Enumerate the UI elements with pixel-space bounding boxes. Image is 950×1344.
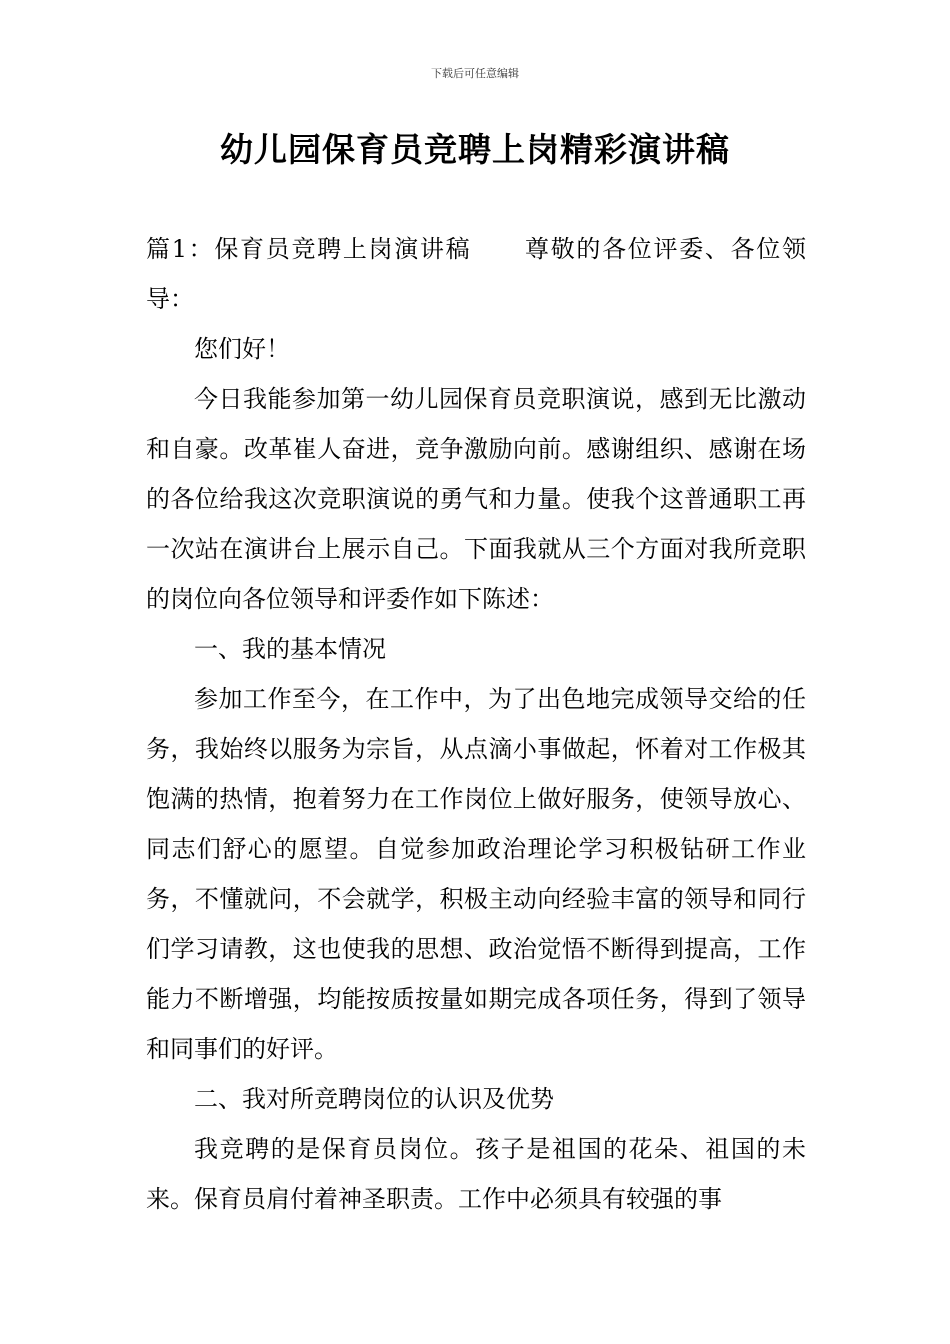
greeting-paragraph: 您们好！	[194, 335, 290, 363]
section-heading-understanding: 二、我对所竞聘岗位的认识及优势	[194, 1085, 554, 1113]
section-heading-basic-info: 一、我的基本情况	[194, 635, 386, 663]
understanding-paragraph: 我竞聘的是保育员岗位。孩子是祖国的花朵、祖国的未来。保育员肩付着神圣职责。工作中必须具有较强的事	[146, 1135, 806, 1213]
article-heading: 篇1：保育员竞聘上岗演讲稿	[146, 235, 472, 263]
document-body	[146, 224, 806, 1224]
intro-paragraph: 今日我能参加第一幼儿园保育员竞职演说，感到无比激动和自豪。改革崔人奋进，竞争激励向前。感谢组织、感谢在场的各位给我这次竞职演说的勇气和力量。使我个这普通职工再一次站在演讲台上展示自己。下面我就从三个方面对我所竞职的岗位向各位领导和评委作如下陈述：	[146, 385, 806, 613]
basic-info-paragraph: 参加工作至今，在工作中，为了出色地完成领导交给的任务，我始终以服务为宗旨，从点滴小事做起，怀着对工作极其饱满的热情，抱着努力在工作岗位上做好服务，使领导放心、同志们舒心的愿望。自觉参加政治理论学习积极钻研工作业务，不懂就问，不会就学，积极主动向经验丰富的领导和同行们学习请教，这也使我的思想、政治觉悟不断得到提高，工作能力不断增强，均能按质按量如期完成各项任务，得到了领导和同事们的好评。	[146, 685, 806, 1063]
header-note: 下载后可任意编辑	[431, 67, 519, 80]
salutation: 尊敬的各位评委、各位领导：	[146, 235, 806, 313]
document-title: 幼儿园保育员竞聘上岗精彩演讲稿	[220, 130, 730, 169]
article-heading-paragraph	[146, 224, 806, 324]
